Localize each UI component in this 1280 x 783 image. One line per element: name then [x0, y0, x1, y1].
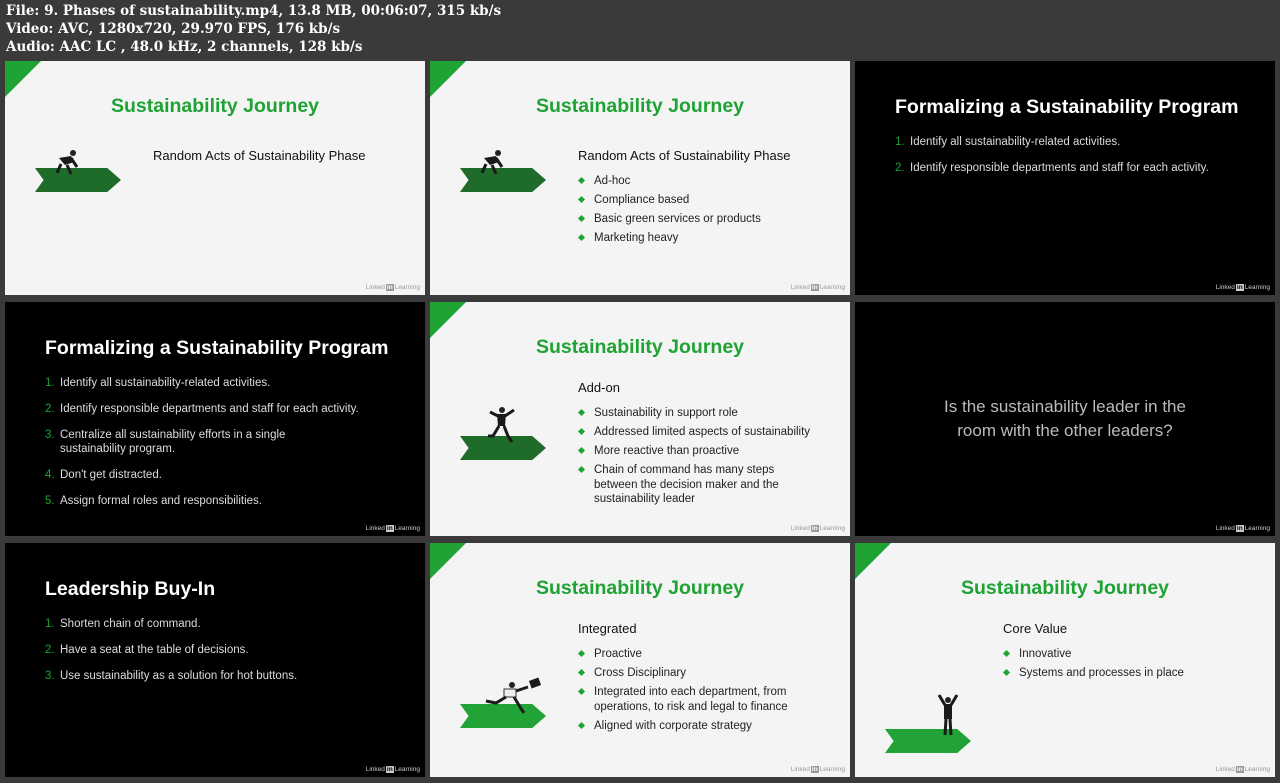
- bullet-list: [1003, 647, 1253, 685]
- list-item: More reactive than proactive: [578, 444, 818, 459]
- list-item: Integrated into each department, from operations, to risk and legal to finance: [578, 685, 834, 714]
- thumbnail-2: [430, 61, 850, 295]
- slide-title: Sustainability Journey: [110, 95, 320, 117]
- list-item: Systems and processes in place: [1003, 666, 1253, 681]
- linkedin-learning-watermark: Linked in Learning: [790, 284, 845, 291]
- list-item: 4. Don't get distracted.: [45, 469, 162, 481]
- phase-heading: Integrated: [578, 621, 637, 636]
- celebrating-businessman-icon: [935, 691, 961, 741]
- list-item: Basic green services or products: [578, 212, 828, 227]
- corner-accent: [5, 61, 41, 97]
- numbered-list: [895, 135, 1235, 187]
- crouching-businessman-icon: [474, 149, 506, 177]
- question-text: Is the sustainability leader in the room with the other leaders?: [944, 397, 1186, 440]
- thumbnail-3: [855, 61, 1275, 295]
- thumbnail-6: [855, 302, 1275, 536]
- phase-heading: Add-on: [578, 380, 620, 395]
- phase-heading: Random Acts of Sustainability Phase: [153, 148, 366, 163]
- list-item: 5. Assign formal roles and responsibilities.: [45, 495, 262, 507]
- bullet-list: [578, 406, 818, 511]
- running-businessman-briefcase-icon: [482, 677, 550, 717]
- list-item: 1. Identify all sustainability-related activities.: [895, 136, 1121, 148]
- slide-title: Sustainability Journey: [960, 577, 1170, 599]
- crouching-businessman-icon: [49, 149, 81, 177]
- list-item: 2. Have a seat at the table of decisions.: [45, 644, 249, 656]
- linkedin-learning-watermark: Linked in Learning: [365, 766, 420, 773]
- slide-title: Sustainability Journey: [535, 336, 745, 358]
- bullet-list: [578, 174, 828, 250]
- numbered-list: [45, 376, 359, 520]
- file-info-line: File: 9. Phases of sustainability.mp4, 13.8 MB, 00:06:07, 315 kb/s: [6, 3, 502, 19]
- list-item: Marketing heavy: [578, 231, 828, 246]
- thumbnail-7: [5, 543, 425, 777]
- phase-heading: Core Value: [1003, 621, 1068, 636]
- list-item: Compliance based: [578, 193, 828, 208]
- list-item: Ad-hoc: [578, 174, 828, 189]
- linkedin-learning-watermark: Linked in Learning: [1215, 284, 1270, 291]
- audio-info-line: Audio: AAC LC , 48.0 kHz, 2 channels, 128 kb/s: [6, 39, 363, 55]
- corner-accent: [855, 543, 891, 579]
- bullet-list: [578, 647, 828, 738]
- list-item: 1. Shorten chain of command.: [45, 618, 201, 630]
- list-item: 3. Use sustainability as a solution for hot buttons.: [45, 670, 298, 682]
- thumbnail-8: [430, 543, 850, 777]
- linkedin-learning-watermark: Linked in Learning: [365, 284, 420, 291]
- linkedin-learning-watermark: Linked in Learning: [365, 525, 420, 532]
- slide-title: Sustainability Journey: [535, 95, 745, 117]
- corner-accent: [430, 543, 466, 579]
- list-item: Proactive: [578, 647, 828, 662]
- linkedin-learning-watermark: Linked in Learning: [1215, 766, 1270, 773]
- numbered-list: [45, 617, 385, 695]
- list-item: Addressed limited aspects of sustainability: [578, 425, 818, 440]
- thumbnail-9: [855, 543, 1275, 777]
- list-item: Innovative: [1003, 647, 1253, 662]
- slide-title: Formalizing a Sustainability Program: [45, 337, 389, 359]
- slide-title: Formalizing a Sustainability Program: [895, 96, 1239, 118]
- list-item: Aligned with corporate strategy: [578, 719, 828, 734]
- thumbnail-4: [5, 302, 425, 536]
- slide-title: Leadership Buy-In: [45, 578, 216, 600]
- linkedin-learning-watermark: Linked in Learning: [790, 525, 845, 532]
- linkedin-learning-watermark: Linked in Learning: [790, 766, 845, 773]
- list-item: Chain of command has many steps between the decision maker and the sustainability leader: [578, 463, 804, 507]
- thumbnail-1: [5, 61, 425, 295]
- running-businessman-icon: [482, 406, 518, 444]
- file-info-header: [6, 2, 501, 56]
- list-item: Cross Disciplinary: [578, 666, 828, 681]
- list-item: Sustainability in support role: [578, 406, 818, 421]
- list-item: 3. Centralize all sustainability efforts in a single sustainability program.: [45, 429, 286, 455]
- thumbnail-5: [430, 302, 850, 536]
- phase-heading: Random Acts of Sustainability Phase: [578, 148, 791, 163]
- list-item: 2. Identify responsible departments and staff for each activity.: [895, 162, 1209, 174]
- linkedin-learning-watermark: Linked in Learning: [1215, 525, 1270, 532]
- video-info-line: Video: AVC, 1280x720, 29.970 FPS, 176 kb/s: [6, 21, 341, 37]
- corner-accent: [430, 61, 466, 97]
- corner-accent: [430, 302, 466, 338]
- list-item: 2. Identify responsible departments and staff for each activity.: [45, 403, 359, 415]
- list-item: 1. Identify all sustainability-related activities.: [45, 377, 271, 389]
- slide-title: Sustainability Journey: [535, 577, 745, 599]
